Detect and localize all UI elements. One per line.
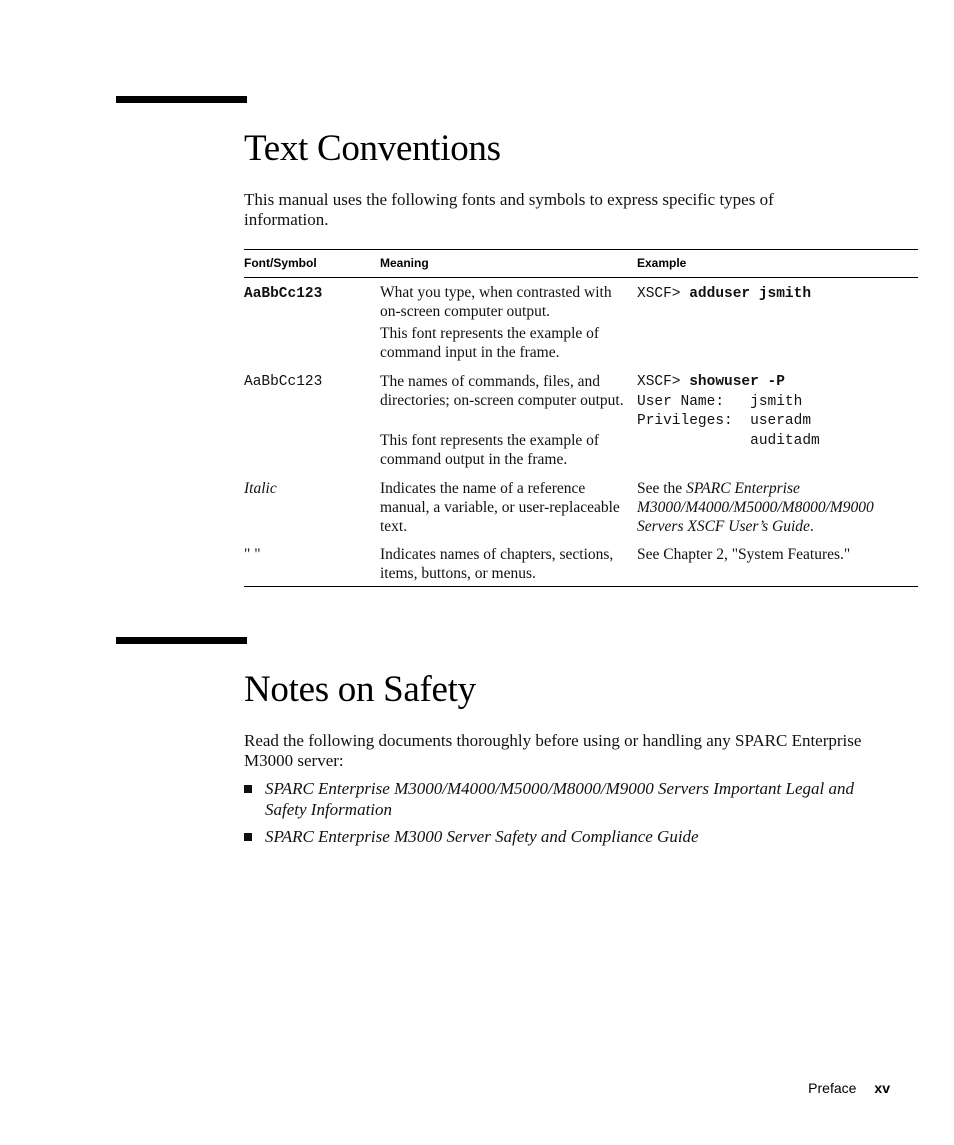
table-header-example: Example (637, 256, 687, 270)
page-number: xv (874, 1080, 890, 1096)
example-prefix: See the (637, 480, 687, 497)
example-code (637, 285, 917, 305)
example-text: See Chapter 2, "System Features." (637, 546, 851, 563)
section-rule-bar (116, 96, 247, 103)
example-command: adduser jsmith (689, 286, 812, 302)
example-output: User Name: jsmith Privileges: useradm auditadm (637, 393, 820, 449)
table-header-font-symbol: Font/Symbol (244, 256, 317, 270)
example-code (637, 373, 917, 451)
section-title-text-conventions: Text Conventions (244, 128, 501, 169)
bullet-square-icon (244, 833, 252, 841)
section-intro-text-conventions: This manual uses the following fonts and symbols to express specific types of information. (244, 190, 774, 229)
list-item (244, 826, 884, 847)
symbol-regular-mono: AaBbCc123 (244, 374, 323, 390)
section-intro-notes-on-safety: Read the following documents thoroughly before using or handling any SPARC Enterprise M3000 server: (244, 731, 862, 770)
table-header-meaning: Meaning (380, 256, 429, 270)
footer-label: Preface (808, 1080, 857, 1096)
meaning-text: This font represents the example of command output in the frame. (380, 432, 600, 468)
example-prompt: XSCF> (637, 286, 690, 302)
meaning-text: Indicates the name of a reference manual, a variable, or user-replaceable text. (380, 480, 620, 535)
symbol-quotes: " " (244, 546, 261, 563)
table-bottom-rule (244, 586, 918, 587)
meaning-text: Indicates names of chapters, sections, items, buttons, or menus. (380, 546, 614, 582)
example-command: showuser -P (689, 374, 785, 390)
section-title-notes-on-safety: Notes on Safety (244, 669, 476, 710)
example-italic-title: SPARC Enterprise M3000/M4000/M5000/M8000/M9000 Servers XSCF User’s Guide (637, 480, 874, 535)
symbol-italic: Italic (244, 480, 277, 497)
table-top-rule (244, 249, 918, 250)
bullet-square-icon (244, 785, 252, 793)
section-rule-bar (116, 637, 247, 644)
symbol-bold-mono: AaBbCc123 (244, 286, 323, 302)
document-title: SPARC Enterprise M3000 Server Safety and Compliance Guide (265, 827, 699, 846)
meaning-text: This font represents the example of command input in the frame. (380, 325, 600, 361)
list-item (244, 778, 884, 820)
meaning-text: The names of commands, files, and directories; on-screen computer output. (380, 373, 624, 409)
table-header-rule (244, 277, 918, 278)
example-prompt: XSCF> (637, 374, 690, 390)
example-text (637, 479, 899, 536)
page-footer (700, 1080, 890, 1096)
meaning-text: What you type, when contrasted with on-screen computer output. (380, 284, 612, 320)
example-suffix: . (809, 518, 814, 535)
document-title: SPARC Enterprise M3000/M4000/M5000/M8000/M9000 Servers Important Legal and Safety Information (265, 779, 854, 819)
